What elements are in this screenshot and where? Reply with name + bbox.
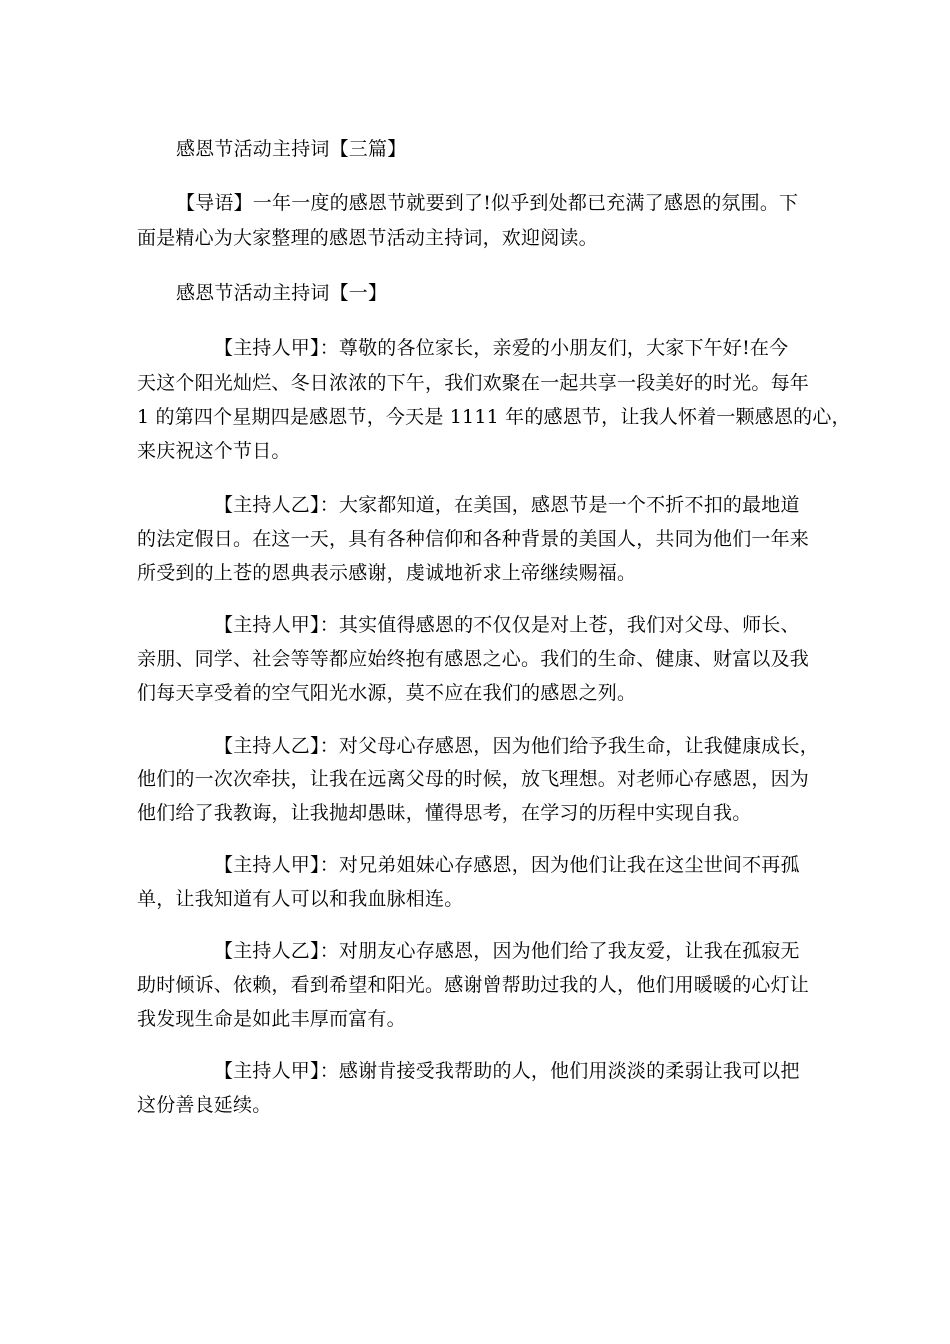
paragraph-2-line-1 [214,493,800,517]
paragraph-text: ：对兄弟姐妹心存感恩，因为他们让我在这尘世间不再孤 [319,854,800,876]
paragraph-3-line-2: 亲朋、同学、社会等等都应始终抱有感恩之心。我们的生命、健康、财富以及我 [137,648,810,670]
paragraph-4-line-3: 他们给了我教诲，让我抛却愚昧，懂得思考，在学习的历程中实现自我。 [137,802,752,824]
intro-line-2: 面是精心为大家整理的感恩节活动主持词，欢迎阅读。 [137,227,598,249]
speaker-label: 【主持人甲】 [214,854,320,876]
speaker-label: 【主持人甲】 [214,614,320,636]
paragraph-1-line-2: 天这个阳光灿烂、冬日浓浓的下午，我们欢聚在一起共享一段美好的时光。每年 [137,372,810,394]
paragraph-7-line-2: 这份善良延续。 [137,1094,272,1116]
paragraph-text: ：尊敬的各位家长，亲爱的小朋友们，大家下午好!在今 [319,337,789,359]
paragraph-2-line-3: 所受到的上苍的恩典表示感谢，虔诚地祈求上帝继续赐福。 [137,562,637,584]
paragraph-1-line-4: 来庆祝这个节日。 [137,440,291,462]
paragraph-2-line-2: 的法定假日。在这一天，具有各种信仰和各种背景的美国人，共同为他们一年来 [137,528,810,550]
paragraph-text: ：对父母心存感恩，因为他们给予我生命，让我健康成长， [319,735,819,757]
section-title: 感恩节活动主持词【一】 [176,282,388,304]
speaker-label: 【主持人乙】 [214,735,320,757]
paragraph-1-line-3: 1 的第四个星期四是感恩节，今天是 1111 年的感恩节，让我人怀着一颗感恩的心， [137,406,851,428]
intro-line-1: 【导语】一年一度的感恩节就要到了!似乎到处都已充满了感恩的氛围。下 [176,192,799,214]
speaker-label: 【主持人甲】 [214,337,320,359]
paragraph-6-line-2: 助时倾诉、依赖，看到希望和阳光。感谢曾帮助过我的人，他们用暖暖的心灯让 [137,974,810,996]
paragraph-5-line-1 [214,853,800,877]
paragraph-3-line-3: 们每天享受着的空气阳光水源，莫不应在我们的感恩之列。 [137,682,637,704]
paragraph-6-line-1 [214,939,800,963]
paragraph-text: ：大家都知道，在美国，感恩节是一个不折不扣的最地道 [319,494,800,516]
speaker-label: 【主持人乙】 [214,494,320,516]
paragraph-4-line-2: 他们的一次次牵扶，让我在远离父母的时候，放飞理想。对老师心存感恩，因为 [137,768,810,790]
paragraph-5-line-2: 单，让我知道有人可以和我血脉相连。 [137,888,464,910]
paragraph-text: ：感谢肯接受我帮助的人，他们用淡淡的柔弱让我可以把 [319,1060,800,1082]
paragraph-text: ：其实值得感恩的不仅仅是对上苍，我们对父母、师长、 [319,614,800,636]
paragraph-7-line-1 [214,1059,800,1083]
paragraph-6-line-3: 我发现生命是如此丰厚而富有。 [137,1008,406,1030]
paragraph-1-line-1 [214,336,788,360]
speaker-label: 【主持人甲】 [214,1060,320,1082]
paragraph-3-line-1 [214,613,800,637]
paragraph-4-line-1 [214,734,819,758]
paragraph-text: ：对朋友心存感恩，因为他们给了我友爱，让我在孤寂无 [319,940,800,962]
speaker-label: 【主持人乙】 [214,940,320,962]
document-title: 感恩节活动主持词【三篇】 [176,138,407,160]
